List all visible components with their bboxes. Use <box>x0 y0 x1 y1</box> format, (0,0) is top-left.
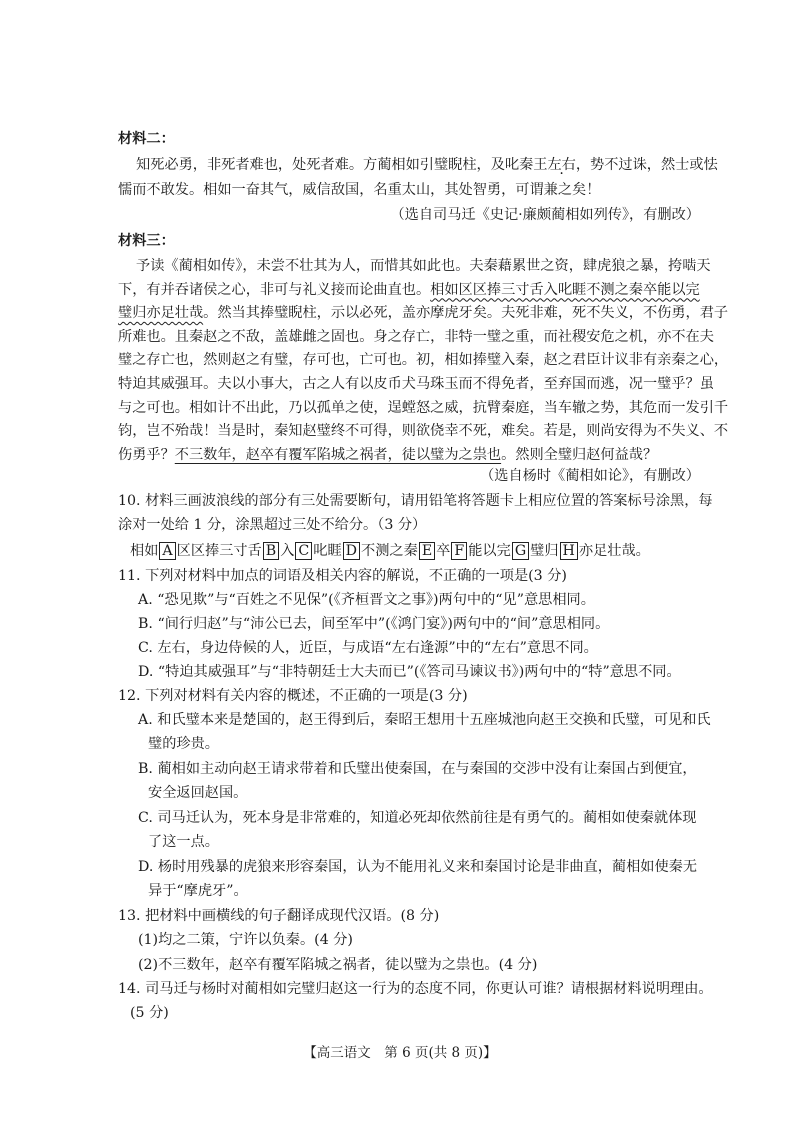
text-segment: 下，有并吞诸侯之心，非可与礼义接而论曲直也。 <box>118 281 431 298</box>
text-segment: 与之可也。相如计不出此，乃以孤单之使，逞螳怒之威，抗臂秦庭，当车辙之势，其危而一发引千 <box>118 399 729 416</box>
material3-source: （选自杨时《蔺相如论》，有删改） <box>480 468 700 484</box>
text-segment: 钧，岂不殆哉！当是时，秦知赵璧终不可得，则欲侥幸不死，难矣。若是，则尚安得为不失义、不 <box>118 423 729 440</box>
q13-stem: 13. 把材料中画横线的句子翻译成现代汉语。(8 分) <box>118 908 440 924</box>
q12-option-c: C. 司马迁认为，死本身是非常难的，知道必死却依然前往是有勇气的。蔺相如使秦就体现 <box>138 810 697 826</box>
q11-option-d: D. “特迫其威强耳”与“非特朝廷士大夫而已”(《答司马谏议书》)两句中的“特”意思不同。 <box>138 664 681 680</box>
q10-stem-line-2: 涂对一处给 1 分，涂黑超过三处不给分。（3 分） <box>118 517 427 533</box>
q10-stem-line-1: 10. 材料三画波浪线的部分有三处需要断句，请用铅笔将答题卡上相应位置的答案标号涂黑，每 <box>118 493 713 509</box>
q10-break-option-b[interactable]: B <box>263 542 279 560</box>
material2-line-1 <box>136 153 718 177</box>
material3-heading: 材料三： <box>118 233 175 249</box>
dotted-word: 左右 <box>547 157 576 173</box>
text-segment: 璧之存亡也，然则赵之有璧，存可也，亡可也。初，相如捧璧入秦，赵之君臣计议非有亲秦之心， <box>118 352 729 369</box>
material3-line <box>118 396 729 420</box>
page-footer: 【高三语文 第 6 页(共 8 页)】 <box>303 1045 497 1061</box>
material3-line <box>118 372 714 396</box>
text-segment: 所难也。且秦赵之不敌，盖雄雌之固也。身之存亡，非特一璧之重，而社稷安危之机，亦不在夫 <box>118 328 714 345</box>
q14-stem-line-1: 14. 司马迁与杨时对蔺相如完璧归赵这一行为的态度不同，你更认可谁？请根据材料说明理由。 <box>118 981 713 997</box>
material3-line <box>118 278 700 302</box>
q13-item-2: (2)不三数年，赵卒有覆军陷城之祸者，徒以璧为之祟也。(4 分) <box>138 957 538 973</box>
material3-line <box>118 325 714 349</box>
material3-line <box>118 348 729 372</box>
q10-segment: 不测之秦 <box>361 543 418 559</box>
q12-option-c-cont: 了这一点。 <box>148 834 219 850</box>
material3-line <box>118 301 729 325</box>
q10-segment: 能以完 <box>468 543 511 559</box>
q11-option-c: C. 左右，身边侍候的人，近臣，与成语“左右逢源”中的“左右”意思不同。 <box>138 640 598 656</box>
q11-option-b: B. “间行归赵”与“沛公已去，间至军中”(《鸿门宴》)两句中的“间”意思相同。 <box>138 616 610 632</box>
text-segment: 。然当其捧璧睨柱，示以必死，盖亦摩虎牙矣。夫死非难，死不失义，不伤勇，君子 <box>203 305 729 322</box>
text-segment: 伤勇乎？ <box>118 446 175 463</box>
q10-answer-row <box>130 539 700 563</box>
q10-segment: 叱睚 <box>313 543 342 559</box>
q10-segment: 卒 <box>436 543 451 559</box>
q10-segment: 亦足壮哉。 <box>578 543 650 559</box>
q10-break-option-e[interactable]: E <box>419 542 435 560</box>
q12-option-a-cont: 璧的珍贵。 <box>148 736 219 752</box>
wavy-underlined-text: 相如区区捧三寸舌入叱睚不测之秦卒能以完 <box>430 281 700 298</box>
material2-source: （选自司马迁《史记·廉颇蔺相如列传》，有删改） <box>390 207 700 223</box>
q10-break-option-h[interactable]: H <box>560 542 578 560</box>
q10-break-option-g[interactable]: G <box>512 542 529 560</box>
material3-line <box>118 419 729 443</box>
q10-segment: 入 <box>280 543 295 559</box>
material2-heading: 材料二： <box>118 131 175 147</box>
q12-option-b-cont: 安全返回赵国。 <box>148 785 248 801</box>
q10-break-option-c[interactable]: C <box>295 542 312 560</box>
q12-option-a: A. 和氏璧本来是楚国的，赵王得到后，秦昭王想用十五座城池向赵王交换和氏璧，可见和氏 <box>138 712 711 728</box>
material2-line-1-b: ，势不过诛，然士或怯 <box>575 157 718 173</box>
q11-option-a: A. “恐见欺”与“百姓之不见保”(《齐桓晋文之事》)两句中的“见”意思相同。 <box>138 592 595 608</box>
underlined-sentence: 不三数年，赵卒有覆军陷城之祸者，徒以璧为之祟也 <box>174 446 502 463</box>
q11-stem: 11. 下列对材料中加点的词语及相关内容的解说，不正确的一项是(3 分) <box>118 568 567 584</box>
q10-segment: 区区捧三寸舌 <box>176 543 262 559</box>
text-segment: 特迫其威强耳。夫以小事大，古之人有以皮币犬马珠玉而不得免者，至弃国而逃，况一璧乎？虽 <box>118 376 714 392</box>
q12-option-b: B. 蔺相如主动向赵王请求带着和氏璧出使秦国，在与秦国的交涉中没有让秦国占到便宜， <box>138 761 697 777</box>
q12-option-d-cont: 异于“摩虎牙”。 <box>148 883 248 899</box>
material2-line-1-a: 知死必勇，非死者难也，处死者难。方蔺相如引璧睨柱，及叱秦王 <box>136 157 548 173</box>
q14-stem-line-2: (5 分) <box>130 1005 169 1021</box>
material3-line <box>136 254 711 278</box>
q13-item-1: (1)均之二策，宁许以负秦。(4 分) <box>138 932 353 948</box>
q12-stem: 12. 下列对材料有关内容的概述，不正确的一项是(3 分) <box>118 688 468 704</box>
q10-break-option-a[interactable]: A <box>159 542 175 560</box>
wavy-underlined-text: 璧归亦足壮哉 <box>118 305 204 322</box>
q10-segment: 璧归 <box>530 543 559 559</box>
q10-break-option-f[interactable]: F <box>451 542 467 560</box>
material2-line-2: 懦而不敢发。相如一奋其气，威信敌国，名重太山，其处智勇，可谓兼之矣！ <box>118 182 601 198</box>
text-segment: 予读《蔺相如传》，未尝不壮其为人，而惜其如此也。夫秦藉累世之资，肆虎狼之暴，挎啮天 <box>136 258 711 274</box>
q10-segment: 相如 <box>130 543 159 559</box>
text-segment: 。然则全璧归赵何益哉？ <box>501 446 658 463</box>
q12-option-d: D. 杨时用残暴的虎狼来形容秦国，认为不能用礼义来和秦国讨论是非曲直，蔺相如使秦无 <box>138 859 698 875</box>
q10-break-option-d[interactable]: D <box>343 542 360 560</box>
